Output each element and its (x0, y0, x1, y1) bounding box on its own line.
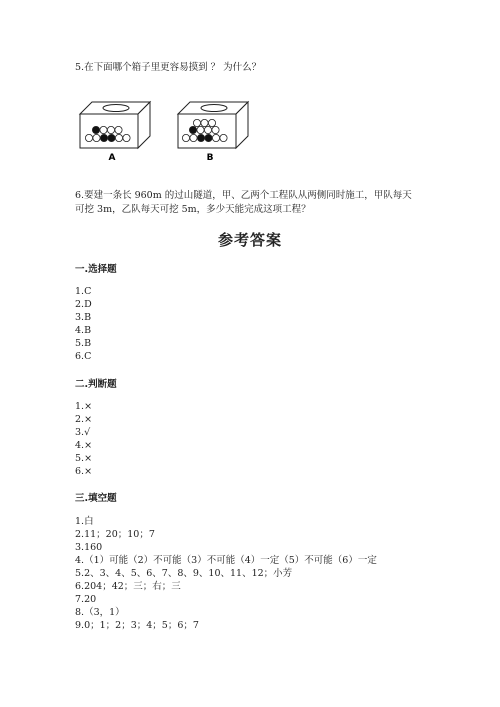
list-item: 4.× (75, 440, 93, 451)
list-item: 1.白 (75, 516, 94, 527)
list-item: 2.× (75, 414, 93, 425)
list-item: 2.11；20；10；7 (75, 529, 155, 540)
list-item: 3.√ (75, 427, 91, 438)
question-6-line-1: 6.要建一条长 960m 的过山隧道，甲、乙两个工程队从两侧同时施工，甲队每天 (75, 190, 412, 201)
list-item: 5.2、3、4、5、6、7、8、9、10、11、12；小芳 (75, 568, 293, 579)
list-item: 2.D (75, 299, 92, 310)
section-heading-judgement: 二.判断题 (75, 379, 117, 390)
list-item: 7.20 (75, 594, 97, 605)
list-item: 3.B (75, 312, 92, 323)
list-item: 4.B (75, 325, 92, 336)
list-item: 6.204；42；三；右；三 (75, 581, 181, 592)
list-item: 9.0；1；2；3；4；5；6；7 (75, 620, 199, 631)
question-6-line-2: 可挖 3m，乙队每天可挖 5m，多少天能完成这项工程？ (75, 204, 311, 215)
list-item: 1.C (75, 286, 92, 297)
question-5-text: 5.在下面哪个箱子里更容易摸到 ？ 为什么？ (75, 62, 262, 73)
list-item: 6.× (75, 466, 93, 477)
box-b-label: B (206, 153, 214, 163)
list-item: 1.× (75, 401, 93, 412)
list-item: 4.（1）可能（2）不可能（3）不可能（4）一定（5）不可能（6）一定 (75, 555, 377, 566)
section-heading-fill-blank: 三.填空题 (75, 493, 117, 504)
section-heading-choice: 一.选择题 (75, 264, 117, 275)
list-item: 6.C (75, 351, 92, 362)
list-item: 8.（3，1） (75, 607, 125, 618)
list-item: 5.× (75, 453, 93, 464)
list-item: 3.160 (75, 542, 103, 553)
question-5-figure (74, 96, 264, 166)
answer-title: 参考答案 (217, 231, 282, 249)
list-item: 5.B (75, 338, 92, 349)
box-a-label: A (108, 153, 116, 163)
